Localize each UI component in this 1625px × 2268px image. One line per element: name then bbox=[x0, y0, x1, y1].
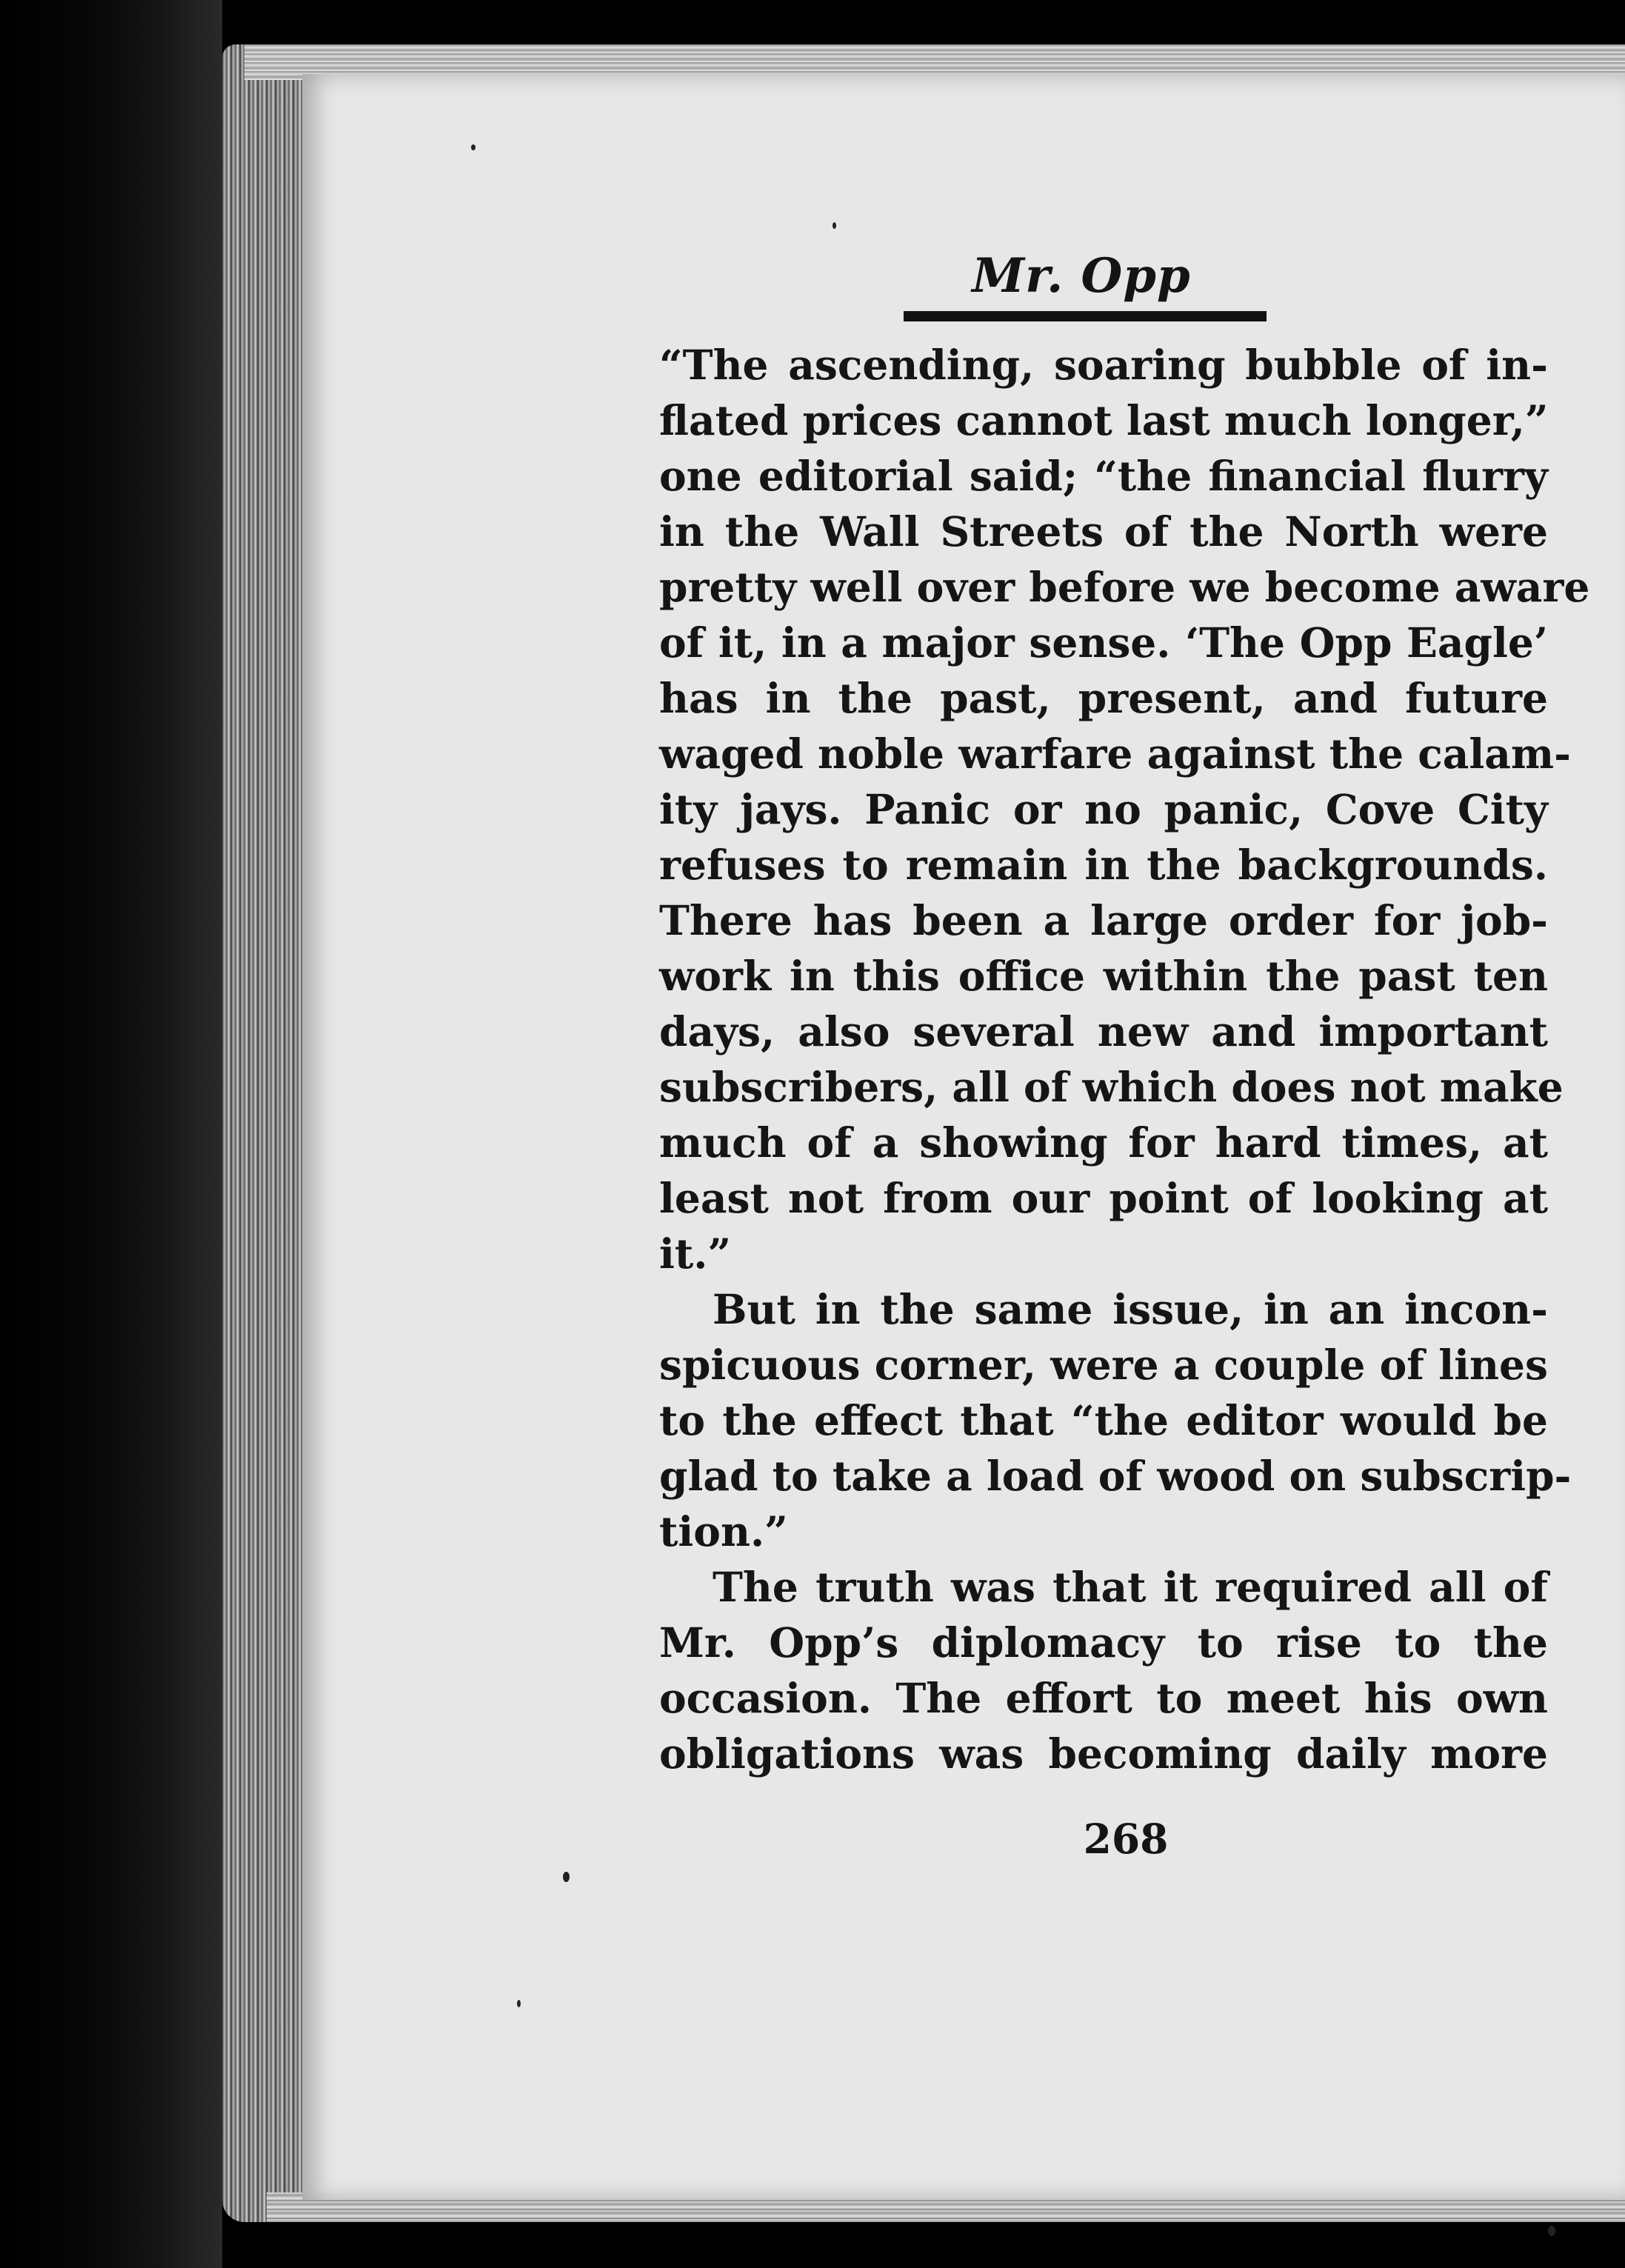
text-line: refuses to remain in the backgrounds. bbox=[659, 841, 1548, 889]
text-line: in the Wall Streets of the North were bbox=[659, 507, 1548, 556]
text-line: “The ascending, soaring bubble of in- bbox=[659, 341, 1548, 389]
body-text bbox=[659, 337, 1590, 1781]
text-line: ity jays. Panic or no panic, Cove City bbox=[659, 785, 1548, 833]
text-line: flated prices cannot last much longer,” bbox=[659, 396, 1549, 444]
text-line: least not from our point of looking at bbox=[659, 1174, 1548, 1222]
scan-speck bbox=[517, 2000, 521, 2007]
scan-speck bbox=[471, 144, 476, 150]
text-line: much of a showing for hard times, at bbox=[659, 1118, 1548, 1167]
text-line: obligations was becoming daily more bbox=[659, 1730, 1548, 1778]
running-head-rule bbox=[904, 311, 1267, 321]
text-line: it.” bbox=[659, 1230, 732, 1278]
scan-speck bbox=[563, 1872, 570, 1882]
text-line: to the effect that “the editor would be bbox=[659, 1396, 1548, 1444]
text-line: pretty well over before we become aware bbox=[659, 563, 1590, 611]
text-line: days, also several new and important bbox=[659, 1007, 1548, 1055]
scan-speck bbox=[1548, 2226, 1555, 2236]
text-line: one editorial said; “the financial flurry bbox=[659, 452, 1548, 500]
text-line: glad to take a load of wood on subscrip- bbox=[659, 1452, 1572, 1500]
text-line: waged noble warfare against the calam- bbox=[659, 730, 1571, 778]
text-line: work in this office within the past ten bbox=[659, 952, 1548, 1000]
book-binding bbox=[0, 0, 222, 2268]
text-line: Mr. Opp’s diplomacy to rise to the bbox=[659, 1618, 1548, 1667]
text-line: occasion. The effort to meet his own bbox=[659, 1674, 1548, 1722]
text-line: has in the past, present, and future bbox=[659, 674, 1548, 722]
text-line: The truth was that it required all of bbox=[713, 1563, 1548, 1611]
scan-speck bbox=[832, 222, 836, 229]
page-edges-left bbox=[222, 44, 311, 2222]
text-line: tion.” bbox=[659, 1507, 788, 1555]
page-number: 268 bbox=[1083, 1815, 1169, 1863]
running-head: Mr. Opp bbox=[972, 248, 1191, 304]
text-line: But in the same issue, in an incon- bbox=[713, 1285, 1548, 1333]
text-line: of it, in a major sense. ‘The Opp Eagle’ bbox=[659, 618, 1548, 667]
text-line: There has been a large order for job- bbox=[659, 896, 1548, 944]
text-line: subscribers, all of which does not make bbox=[659, 1063, 1564, 1111]
text-line: spicuous corner, were a couple of lines bbox=[659, 1341, 1548, 1389]
